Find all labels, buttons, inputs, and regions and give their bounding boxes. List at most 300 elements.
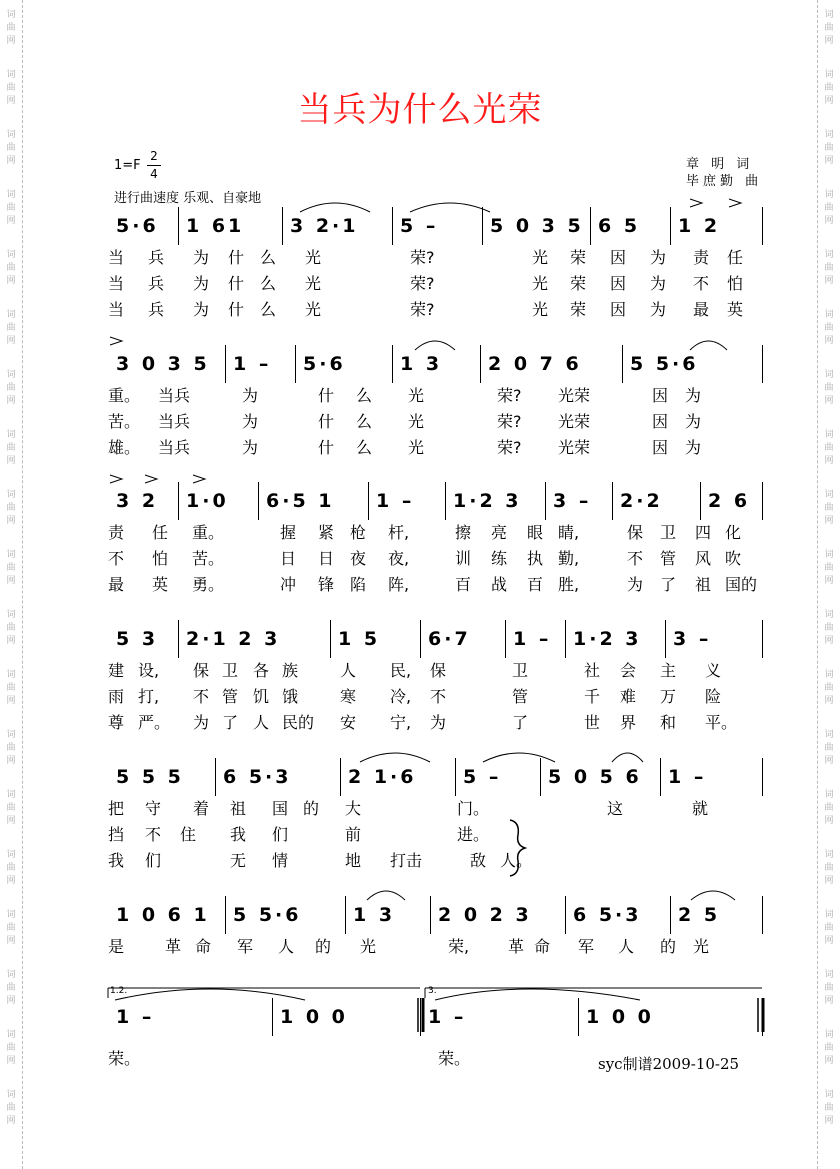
lyric-syllable: 苦。 (192, 549, 225, 568)
lyric-syllable: 不 (430, 687, 447, 706)
lyric-syllable: 了 (222, 713, 239, 732)
lyric-syllable: 光荣 (558, 412, 591, 431)
watermark-glyph: 词 (824, 1090, 834, 1100)
lyric-syllable: 饿 (282, 687, 299, 706)
lyric-syllable: 各 (253, 661, 270, 680)
bar-line (700, 482, 701, 520)
lyric-syllable: 军 (578, 937, 595, 956)
lyric-syllable: 为 (193, 274, 210, 293)
watermark-glyph: 曲 (6, 323, 16, 333)
lyric-syllable: 革 (508, 937, 525, 956)
measure-notes: 1 – (116, 1006, 155, 1028)
meter-bottom: 4 (147, 165, 161, 183)
lyric-syllable: 设, (138, 661, 160, 680)
watermark-glyph: 网 (6, 36, 16, 46)
watermark-glyph: 网 (6, 396, 16, 406)
bar-line (545, 482, 546, 520)
watermark-glyph: 曲 (6, 443, 16, 453)
lyric-syllable: 亮 (491, 523, 508, 542)
score-line (0, 482, 840, 602)
watermark-glyph: 网 (824, 96, 834, 106)
watermark-glyph: 网 (824, 456, 834, 466)
watermark-glyph: 词 (6, 490, 16, 500)
lyric-syllable: 任 (152, 523, 169, 542)
lyric-syllable: 么 (260, 300, 277, 319)
watermark-glyph: 曲 (6, 383, 16, 393)
watermark-glyph: 词 (824, 730, 834, 740)
accent-mark (110, 337, 122, 345)
watermark-glyph: 网 (6, 1056, 16, 1066)
bar-line (282, 207, 283, 245)
lyric-syllable: 守 (145, 799, 162, 818)
watermark-glyph: 词 (6, 1090, 16, 1100)
lyric-syllable: 祖 (695, 575, 712, 594)
watermark-glyph: 曲 (6, 503, 16, 513)
lyric-syllable: 着 (193, 799, 210, 818)
bar-line (258, 482, 259, 520)
measure-notes: 1 5 (338, 628, 381, 650)
lyric-syllable: 兵 (148, 274, 165, 293)
lyric-syllable: 当兵 (158, 386, 191, 405)
watermark-glyph: 词 (6, 670, 16, 680)
lyric-syllable: 眼 (527, 523, 544, 542)
bar-line (430, 896, 431, 934)
measure-notes: 3 0 3 5 (116, 353, 210, 375)
bar-line (392, 345, 393, 383)
lyric-syllable: 人 (253, 713, 270, 732)
watermark-glyph: 网 (6, 276, 16, 286)
lyric-syllable: 荣? (497, 386, 522, 405)
bar-line (420, 998, 421, 1036)
lyric-syllable: 平。 (705, 713, 738, 732)
lyric-syllable: 英 (727, 300, 744, 319)
lyric-syllable: 国的 (725, 575, 758, 594)
watermark-glyph: 曲 (824, 743, 834, 753)
measure-notes: 2 1·6 (348, 766, 417, 788)
measure-notes: 1 61 (186, 215, 245, 237)
lyric-syllable: 光 (408, 438, 425, 457)
measure-notes: 5 5·6 (630, 353, 699, 375)
lyric-syllable: 雄。 (108, 438, 141, 457)
lyric-syllable: 为 (242, 386, 259, 405)
watermark-glyph: 网 (6, 996, 16, 1006)
lyric-syllable: 会 (620, 661, 637, 680)
lyric-syllable: 光 (532, 300, 549, 319)
lyric-syllable: 祖 (230, 799, 247, 818)
lyric-syllable: 光 (408, 412, 425, 431)
lyric-syllable: 大 (345, 799, 362, 818)
watermark-glyph: 网 (824, 756, 834, 766)
watermark-glyph: 曲 (824, 683, 834, 693)
measure-notes: 6 5·3 (223, 766, 292, 788)
lyric-syllable: 夜, (388, 549, 410, 568)
lyric-syllable: 为 (685, 386, 702, 405)
measure-notes: 1 2 (678, 215, 721, 237)
lyric-syllable: 荣。 (438, 1049, 471, 1068)
watermark-glyph: 词 (6, 250, 16, 260)
bar-line (225, 896, 226, 934)
lyric-syllable: 百 (527, 575, 544, 594)
lyric-syllable: 枪 (350, 523, 367, 542)
bar-line (225, 345, 226, 383)
measure-notes: 5 0 3 5 (490, 215, 584, 237)
lyric-syllable: 最 (693, 300, 710, 319)
watermark-glyph: 网 (6, 516, 16, 526)
watermark-glyph: 曲 (6, 563, 16, 573)
watermark-glyph: 网 (6, 696, 16, 706)
lyric-syllable: 么 (260, 248, 277, 267)
bar-line (762, 345, 763, 383)
lyric-syllable: 民, (390, 661, 412, 680)
watermark-glyph: 网 (6, 1116, 16, 1126)
lyric-syllable: 前 (345, 825, 362, 844)
lyric-syllable: 管 (222, 687, 239, 706)
song-title: 当兵为什么光荣 (297, 90, 543, 130)
lyric-syllable: 人 (618, 937, 635, 956)
measure-notes: 6 5 (598, 215, 641, 237)
lyric-syllable: 日 (318, 549, 335, 568)
watermark-glyph: 曲 (824, 23, 834, 33)
lyric-syllable: 门。 (457, 799, 490, 818)
lyric-syllable: 怕 (727, 274, 744, 293)
lyric-syllable: 英 (152, 575, 169, 594)
score-line (0, 620, 840, 740)
bar-line (762, 896, 763, 934)
lyric-syllable: 荣 (570, 274, 587, 293)
lyric-syllable: 荣? (410, 274, 435, 293)
watermark-glyph: 曲 (824, 83, 834, 93)
lyric-syllable: 训 (455, 549, 472, 568)
bar-line (665, 620, 666, 658)
lyric-syllable: 么 (356, 386, 373, 405)
watermark-glyph: 曲 (824, 923, 834, 933)
measure-notes: 1 0 0 (280, 1006, 348, 1028)
lyric-syllable: 风 (695, 549, 712, 568)
watermark-glyph: 词 (824, 10, 834, 20)
lyric-syllable: 光 (305, 274, 322, 293)
bar-line (420, 620, 421, 658)
watermark-glyph: 词 (6, 70, 16, 80)
watermark-glyph: 曲 (6, 923, 16, 933)
lyric-syllable: 光 (360, 937, 377, 956)
measure-notes: 5 – (463, 766, 502, 788)
measure-notes: 1·0 (186, 490, 229, 512)
watermark-glyph: 词 (6, 910, 16, 920)
watermark-glyph: 网 (824, 216, 834, 226)
lyric-syllable: 荣, (448, 937, 470, 956)
measure-notes: 1 – (376, 490, 415, 512)
bar-line (445, 482, 446, 520)
watermark-glyph: 网 (824, 1056, 834, 1066)
watermark-glyph: 网 (6, 576, 16, 586)
measure-notes: 3 – (553, 490, 592, 512)
watermark-glyph: 词 (6, 1030, 16, 1040)
bar-line (215, 758, 216, 796)
bar-line (540, 758, 541, 796)
measure-notes: 2 0 7 6 (488, 353, 582, 375)
measure-notes: 5·6 (303, 353, 346, 375)
bar-line (272, 998, 273, 1036)
lyric-syllable: 光荣 (558, 386, 591, 405)
lyric-syllable: 杆, (388, 523, 410, 542)
watermark-glyph: 词 (6, 970, 16, 980)
bar-line (178, 620, 179, 658)
lyric-syllable: 为 (430, 713, 447, 732)
watermark-glyph: 词 (6, 730, 16, 740)
lyric-syllable: 为 (193, 300, 210, 319)
lyric-syllable: 把 (108, 799, 125, 818)
measure-notes: 5·6 (116, 215, 159, 237)
measure-notes: 2 0 2 3 (438, 904, 532, 926)
lyric-syllable: 荣? (497, 412, 522, 431)
lyric-syllable: 管 (512, 687, 529, 706)
bar-line (480, 345, 481, 383)
lyric-syllable: 什 (228, 274, 245, 293)
watermark-glyph: 网 (824, 816, 834, 826)
lyric-syllable: 当兵 (158, 438, 191, 457)
lyric-syllable: 兵 (148, 248, 165, 267)
watermark-glyph: 网 (6, 936, 16, 946)
lyric-syllable: 当 (108, 300, 125, 319)
lyric-syllable: 因 (652, 412, 669, 431)
watermark-glyph: 网 (824, 576, 834, 586)
lyric-syllable: 重。 (192, 523, 225, 542)
watermark-glyph: 曲 (6, 23, 16, 33)
lyric-syllable: 不 (193, 687, 210, 706)
lyric-syllable: 荣 (570, 248, 587, 267)
lyric-syllable: 光荣 (558, 438, 591, 457)
lyric-syllable: 敌 (470, 851, 487, 870)
lyric-syllable: 进。 (457, 825, 490, 844)
watermark-glyph: 词 (6, 550, 16, 560)
lyric-syllable: 什 (228, 248, 245, 267)
composer: 毕庶勤 曲 (686, 174, 763, 189)
watermark-glyph: 词 (824, 790, 834, 800)
watermark-glyph: 网 (6, 756, 16, 766)
watermark-glyph: 网 (824, 276, 834, 286)
lyric-syllable: 就 (692, 799, 709, 818)
lyric-syllable: 什 (318, 412, 335, 431)
bar-line (345, 896, 346, 934)
watermark-glyph: 曲 (824, 203, 834, 213)
bar-line (368, 482, 369, 520)
watermark-glyph: 曲 (6, 1043, 16, 1053)
lyric-syllable: 百 (455, 575, 472, 594)
watermark-glyph: 曲 (6, 1103, 16, 1113)
lyric-syllable: 打, (138, 687, 160, 706)
lyric-syllable: 为 (242, 438, 259, 457)
lyric-syllable: 练 (491, 549, 508, 568)
lyric-syllable: 因 (652, 438, 669, 457)
watermark-glyph: 网 (824, 336, 834, 346)
lyric-syllable: 任 (727, 248, 744, 267)
watermark-glyph: 网 (6, 96, 16, 106)
lyric-syllable: 建 (108, 661, 125, 680)
watermark-glyph: 网 (824, 996, 834, 1006)
lyric-syllable: 不 (145, 825, 162, 844)
bar-line (612, 482, 613, 520)
lyric-syllable: 住 (180, 825, 197, 844)
measure-notes: 1 – (513, 628, 552, 650)
lyric-syllable: 人 (278, 937, 295, 956)
bar-line (565, 620, 566, 658)
measure-notes: 5 5 5 (116, 766, 184, 788)
watermark-glyph: 词 (824, 850, 834, 860)
measure-notes: 2·1 2 3 (186, 628, 281, 650)
watermark-glyph: 词 (6, 130, 16, 140)
watermark-glyph: 词 (824, 250, 834, 260)
tempo-marking: 进行曲速度 乐观、自豪地 (114, 191, 262, 206)
lyric-syllable: 世 (584, 713, 601, 732)
lyric-syllable: 因 (610, 274, 627, 293)
volta-label: 1.2. (110, 986, 128, 996)
lyric-syllable: 们 (145, 851, 162, 870)
watermark-glyph: 网 (6, 216, 16, 226)
lyric-syllable: 是 (108, 937, 125, 956)
watermark-glyph: 词 (6, 610, 16, 620)
lyric-syllable: 界 (620, 713, 637, 732)
lyric-syllable: 尊 (108, 713, 125, 732)
watermark-glyph: 曲 (824, 983, 834, 993)
watermark-glyph: 词 (6, 790, 16, 800)
bar-line (178, 207, 179, 245)
lyric-syllable: 阵, (388, 575, 410, 594)
watermark-glyph: 曲 (824, 383, 834, 393)
lyric-syllable: 革 (165, 937, 182, 956)
watermark-glyph: 曲 (824, 563, 834, 573)
bar-line (762, 207, 763, 245)
lyric-syllable: 光 (408, 386, 425, 405)
lyric-syllable: 荣? (410, 248, 435, 267)
lyric-syllable: 无 (230, 851, 247, 870)
lyric-syllable: 我 (230, 825, 247, 844)
bar-line (578, 998, 579, 1036)
lyric-syllable: 为 (650, 274, 667, 293)
watermark-glyph: 曲 (824, 443, 834, 453)
time-signature (147, 148, 161, 183)
measure-notes: 6·7 (428, 628, 471, 650)
bar-line (392, 207, 393, 245)
measure-notes: 1 3 (400, 353, 443, 375)
measure-notes: 1·2 3 (573, 628, 642, 650)
measure-notes: 3 2·1 (290, 215, 359, 237)
lyric-syllable: 最 (108, 575, 125, 594)
watermark-glyph: 曲 (6, 263, 16, 273)
lyric-syllable: 保 (627, 523, 644, 542)
lyric-syllable: 因 (610, 248, 627, 267)
watermark-glyph: 词 (824, 430, 834, 440)
lyric-syllable: 胜, (558, 575, 580, 594)
watermark-glyph: 曲 (824, 1043, 834, 1053)
volta-label: 3. (428, 986, 437, 996)
lyric-syllable: 不 (693, 274, 710, 293)
lyric-syllable: 什 (318, 386, 335, 405)
lyric-syllable: 宁, (390, 713, 412, 732)
watermark-glyph: 曲 (824, 503, 834, 513)
watermark-glyph: 词 (824, 610, 834, 620)
measure-notes: 2 5 (678, 904, 721, 926)
lyric-syllable: 么 (260, 274, 277, 293)
watermark-glyph: 曲 (824, 263, 834, 273)
measure-notes: 3 2 (116, 490, 159, 512)
watermark-glyph: 网 (6, 156, 16, 166)
lyric-syllable: 荣? (410, 300, 435, 319)
watermark-glyph: 曲 (824, 143, 834, 153)
lyric-syllable: 卫 (660, 523, 677, 542)
measure-notes: 1 3 (353, 904, 396, 926)
bar-line (762, 620, 763, 658)
lyric-syllable: 为 (650, 248, 667, 267)
bar-line (762, 482, 763, 520)
lyric-syllable: 卫 (222, 661, 239, 680)
score-line (0, 758, 840, 878)
watermark-glyph: 曲 (824, 1103, 834, 1113)
measure-notes: 6 5·3 (573, 904, 642, 926)
watermark-glyph: 曲 (824, 863, 834, 873)
bar-line (660, 758, 661, 796)
measure-notes: 2·2 (620, 490, 663, 512)
watermark-glyph: 词 (824, 550, 834, 560)
watermark-glyph: 网 (824, 1116, 834, 1126)
engraver-credit: syc制谱2009-10-25 (598, 1055, 740, 1073)
lyric-syllable: 义 (705, 661, 722, 680)
lyric-syllable: 日 (280, 549, 297, 568)
lyric-syllable: 千 (584, 687, 601, 706)
watermark-glyph: 词 (824, 70, 834, 80)
lyric-syllable: 军 (237, 937, 254, 956)
lyric-syllable: 怕 (152, 549, 169, 568)
lyric-syllable: 情 (272, 851, 289, 870)
lyric-syllable: 么 (356, 438, 373, 457)
lyric-syllable: 为 (685, 412, 702, 431)
measure-notes: 5 0 5 6 (548, 766, 642, 788)
lyric-syllable: 人。 (500, 851, 533, 870)
watermark-glyph: 曲 (6, 803, 16, 813)
lyric-syllable: 为 (193, 713, 210, 732)
bar-line (670, 896, 671, 934)
lyric-syllable: 什 (318, 438, 335, 457)
bar-line (505, 620, 506, 658)
bar-line (762, 998, 763, 1036)
lyric-syllable: 和 (660, 713, 677, 732)
watermark-glyph: 词 (824, 490, 834, 500)
lyric-syllable: 严。 (138, 713, 171, 732)
lyric-syllable: 挡 (108, 825, 125, 844)
lyric-syllable: 难 (620, 687, 637, 706)
lyric-syllable: 的 (315, 937, 332, 956)
lyric-syllable: 为 (193, 248, 210, 267)
watermark-glyph: 网 (824, 876, 834, 886)
lyric-syllable: 管 (660, 549, 677, 568)
watermark-glyph: 词 (6, 310, 16, 320)
watermark-glyph: 网 (824, 936, 834, 946)
lyric-syllable: 为 (627, 575, 644, 594)
lyric-syllable: 什 (228, 300, 245, 319)
lyric-syllable: 光 (305, 248, 322, 267)
lyric-syllable: 光 (532, 248, 549, 267)
lyric-syllable: 勤, (558, 549, 580, 568)
lyric-syllable: 不 (627, 549, 644, 568)
watermark-glyph: 词 (824, 670, 834, 680)
measure-notes: 1·2 3 (453, 490, 522, 512)
lyric-syllable: 命 (195, 937, 212, 956)
lyric-syllable: 擦 (455, 523, 472, 542)
lyric-syllable: 族 (282, 661, 299, 680)
lyric-syllable: 光 (532, 274, 549, 293)
watermark-glyph: 词 (6, 10, 16, 20)
bar-line (330, 620, 331, 658)
lyric-syllable: 民的 (282, 713, 315, 732)
